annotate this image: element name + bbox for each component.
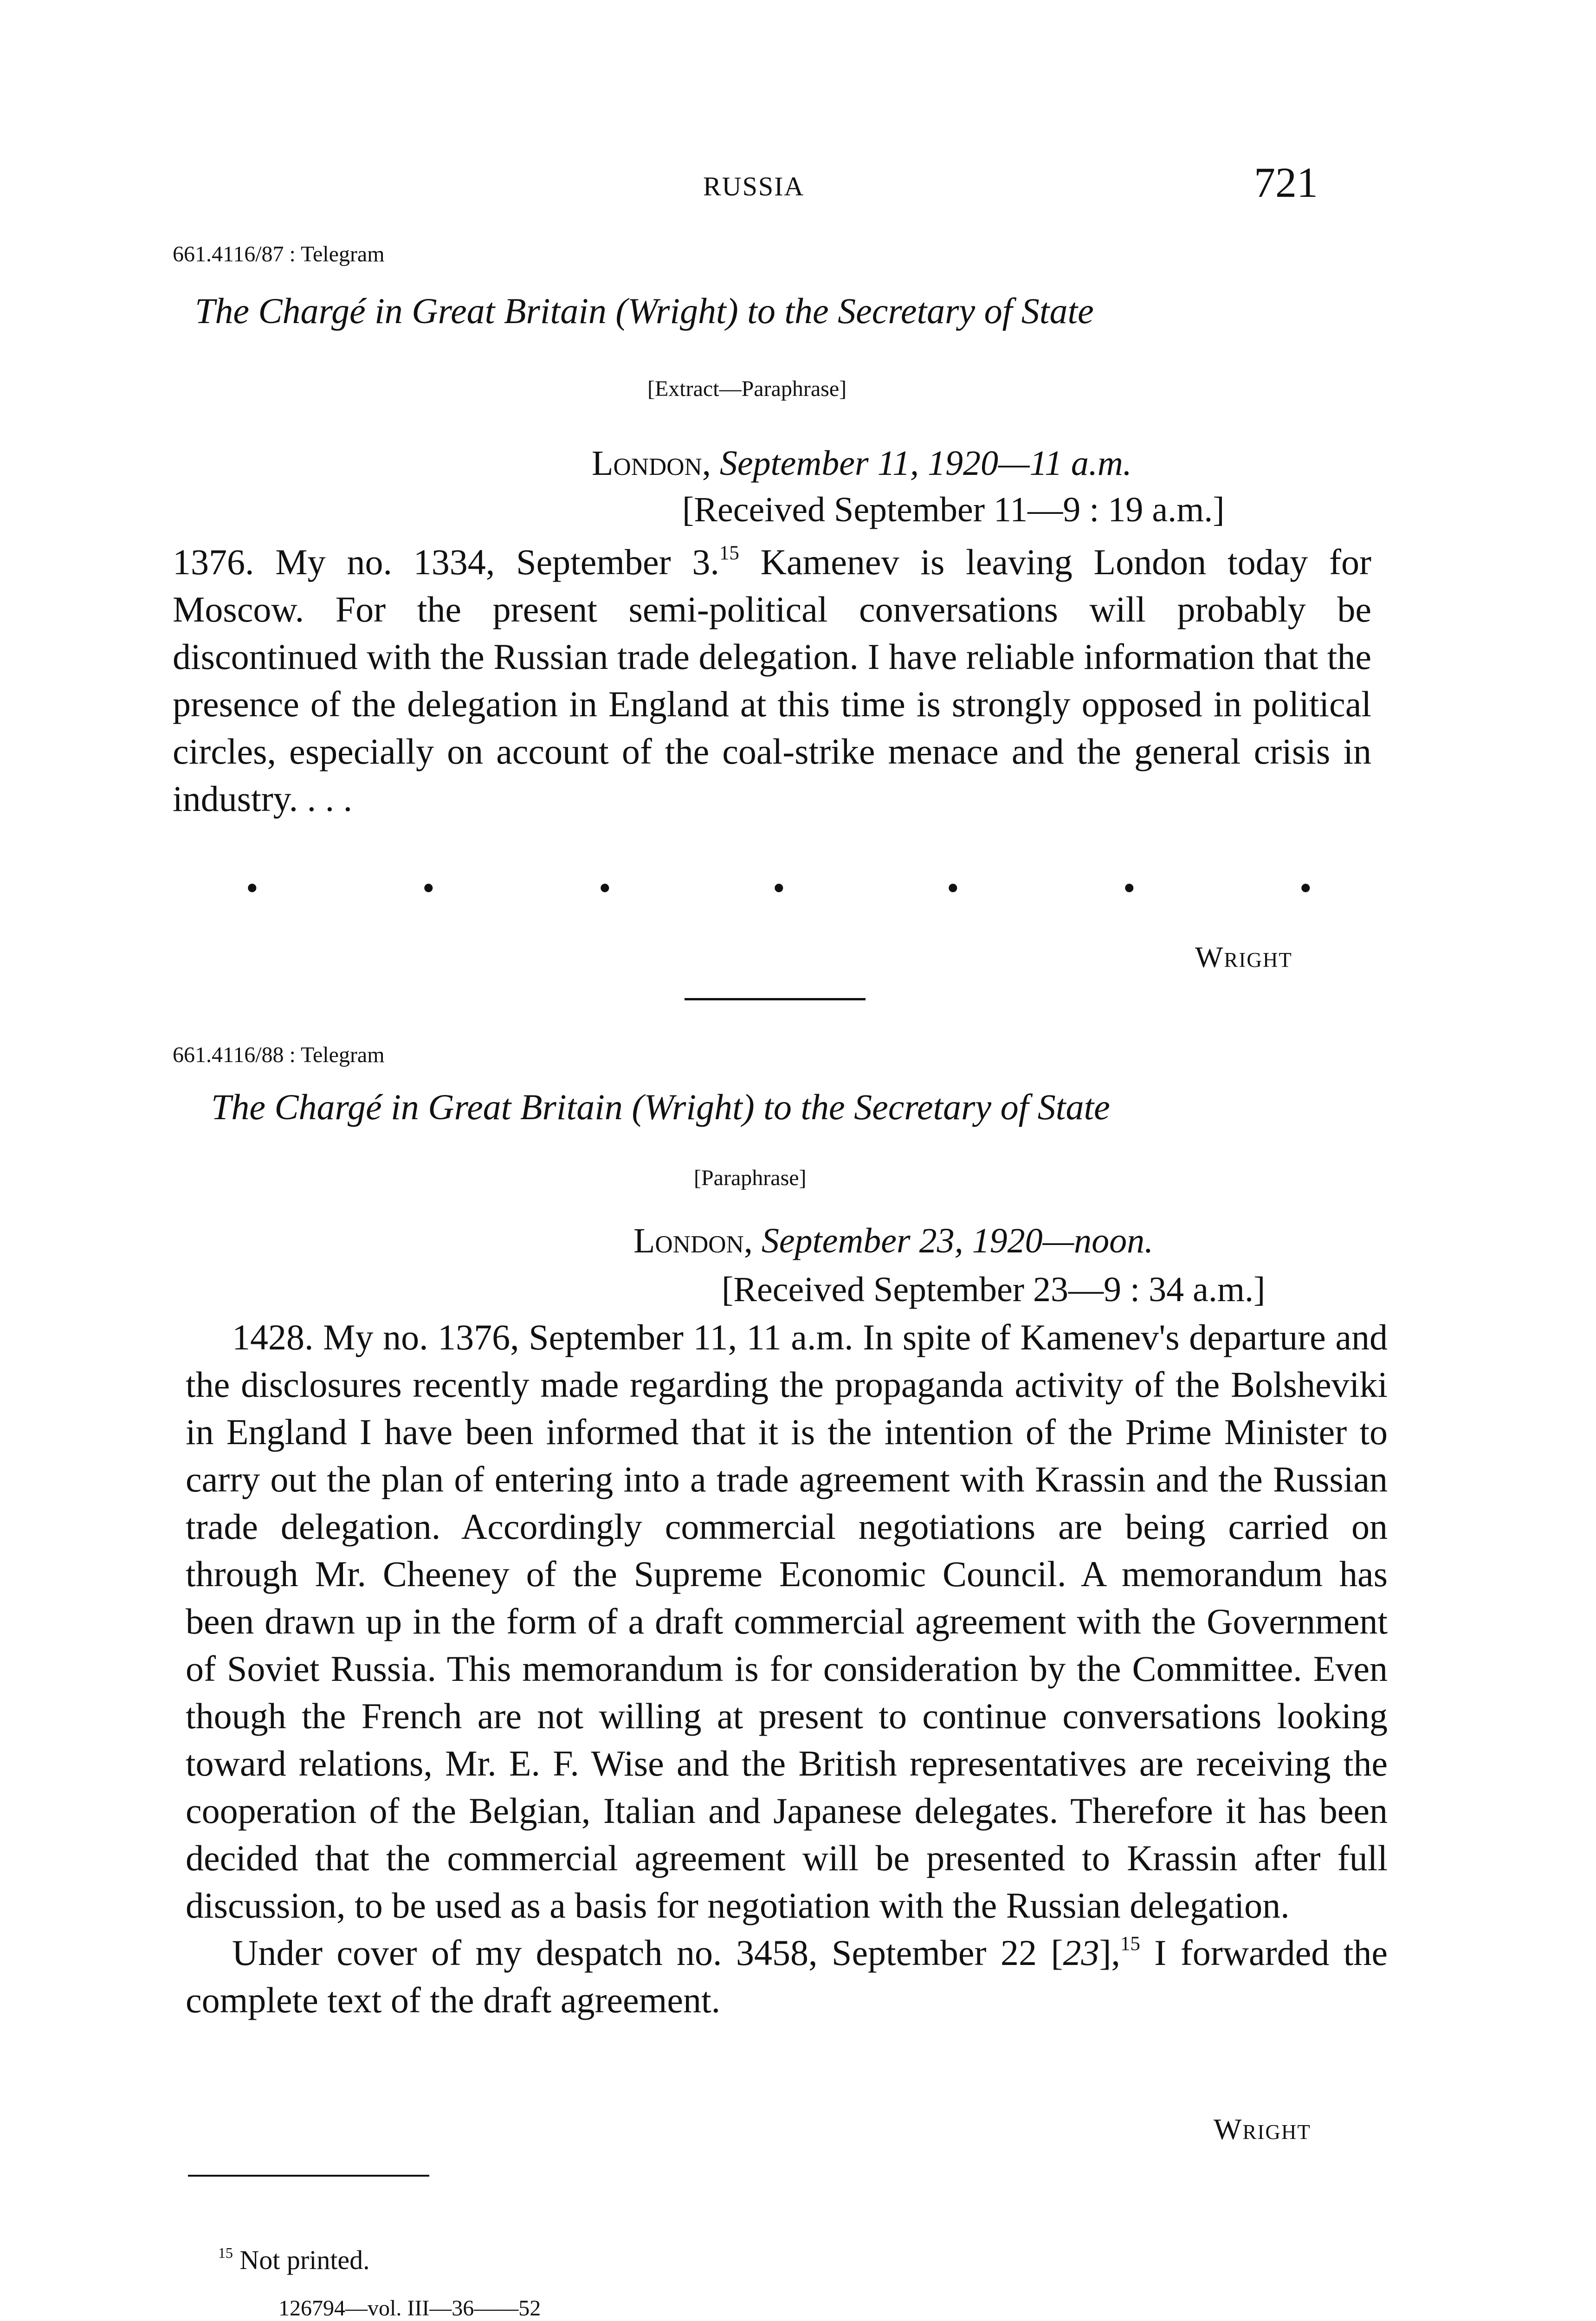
omission-dot: • (599, 869, 611, 908)
telegram-body (173, 538, 1371, 823)
footnote-reference: 15 (1120, 1932, 1140, 1955)
footnote (218, 2244, 370, 2276)
footnote-text: Not printed. (233, 2245, 370, 2275)
footnote-reference: 15 (719, 542, 739, 564)
section-divider (685, 998, 866, 1000)
dateline (592, 443, 1132, 484)
paragraph-text: ], (1099, 1932, 1120, 1973)
omission-dot: • (773, 869, 785, 908)
telegram-paragraph: 1428. My no. 1376, September 11, 11 a.m. In spite of Kamenev's departure and the disclosures recently made regarding the propaganda activity of the Bolsheviki in England I have been informed that it is the intention of the Prime Minister to carry out the plan of entering into a trade agreement with Krassin and the Russian trade delegation. Accordingly commercial negotiations are being carried on through Mr. Cheeney of the Supreme Economic Council. A memorandum has been drawn up in the form of a draft commercial agreement with the Government of Soviet Russia. This memorandum is for consideration by the Committee. Even though the French are not willing at present to continue conversations looking toward relations, Mr. E. F. Wise and the British representatives are receiving the cooperation of the Belgian, Italian and Japanese delegates. Therefore it has been decided that the commercial agreement will be presented to Krassin after full discussion, to be used as a basis for negotiation with the Russian delegation. (186, 1317, 1388, 1926)
received-line: [Received September 11—9 : 19 a.m.] (682, 490, 1225, 529)
telegram-opening: 1376. My no. 1334, September 3. (173, 542, 719, 582)
dateline-date: September 11, 1920—11 a.m. (719, 444, 1132, 483)
bracketed-correction: 23 (1063, 1932, 1099, 1973)
dateline-place: London (592, 444, 702, 483)
received-line: [Received September 23—9 : 34 a.m.] (722, 1270, 1266, 1309)
omission-dot: • (422, 869, 435, 908)
file-number: 661.4116/87 : Telegram (173, 242, 385, 266)
paragraph-text: Under cover of my despatch no. 3458, September 22 [ (232, 1932, 1063, 1973)
running-head: RUSSIA (703, 171, 805, 201)
omission-dot: • (1123, 869, 1136, 908)
telegram-paragraph (186, 1929, 1388, 2024)
omission-dot: • (246, 869, 258, 908)
footnote-mark: 15 (218, 2245, 233, 2262)
dateline-comma: , (702, 444, 720, 483)
telegram-text: Kamenev is leaving London today for Moscow. For the present semi-political conversations will probably be discontinued with the Russian trade delegation. I have reliable information that the presence of the delegation in England at this time is strongly opposed in political circles, especially on account of the coal-strike menace and the general crisis in industry. . . . (173, 542, 1371, 819)
omission-dot: • (947, 869, 959, 908)
page-number: 721 (1254, 159, 1318, 206)
telegram-body (186, 1314, 1388, 2024)
paragraph-text: I forwarded the complete text of the draft agreement. (186, 1932, 1388, 2020)
document-title: The Chargé in Great Britain (Wright) to the Secretary of State (211, 1087, 1110, 1127)
dateline-place: London (633, 1221, 744, 1260)
file-number: 661.4116/88 : Telegram (173, 1043, 385, 1067)
dateline-date: September 23, 1920—noon. (761, 1221, 1154, 1260)
signature: Wright (1214, 2113, 1311, 2146)
editorial-note: [Extract—Paraphrase] (647, 376, 847, 401)
document-title: The Chargé in Great Britain (Wright) to the Secretary of State (195, 291, 1094, 331)
dateline (633, 1221, 1153, 1261)
editorial-note: [Paraphrase] (694, 1166, 807, 1190)
footnote-rule (188, 2175, 429, 2177)
signature: Wright (1195, 940, 1292, 973)
omission-dot: • (1299, 869, 1312, 908)
dateline-comma: , (743, 1221, 762, 1260)
print-line: 126794—vol. III—36——52 (278, 2296, 541, 2321)
telegram-paragraph (173, 538, 1371, 823)
